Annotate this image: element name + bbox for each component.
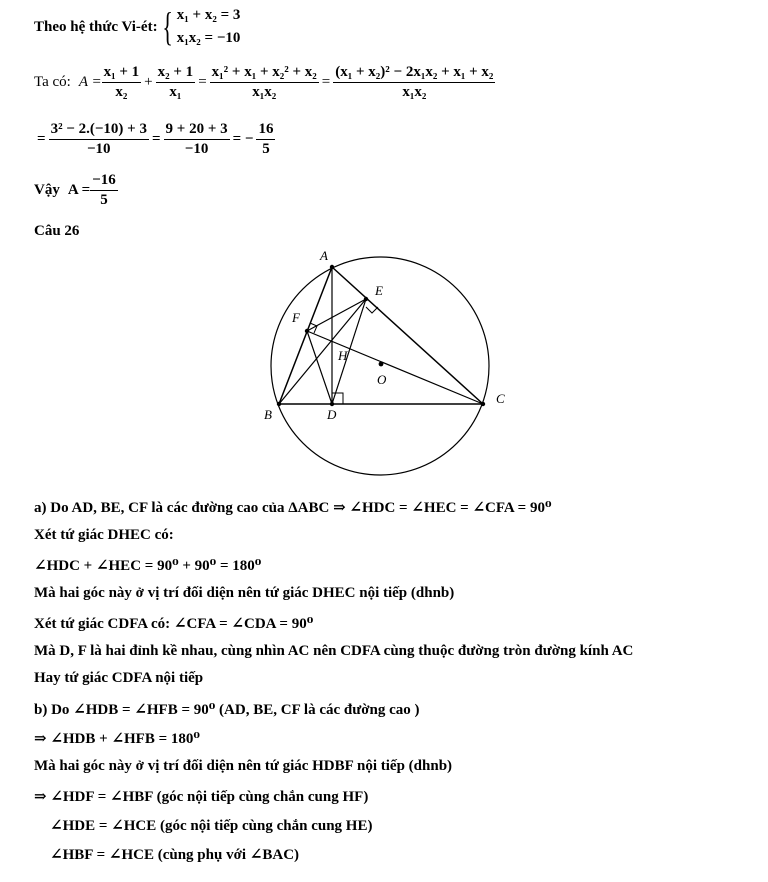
- point-e: [364, 297, 368, 301]
- line-cdfa-reason: Mà D, F là hai đỉnh kề nhau, cùng nhìn AC nên CDFA cùng thuộc đường tròn đường kính AC: [34, 643, 634, 659]
- calc-row: [34, 121, 275, 158]
- line-hdbf-noi-tiep: Mà hai góc này ở vị trí đối diện nên tứ giác HDBF nội tiếp (dhnb): [34, 758, 453, 774]
- line-cdfa-noi-tiep: Hay tứ giác CDFA nội tiếp: [34, 670, 204, 686]
- calc-frac-1: [49, 121, 149, 158]
- frac-den: x₂: [115, 84, 128, 100]
- viet-block: [34, 4, 240, 50]
- equals-sign: =: [321, 74, 331, 90]
- frac-num: x₁ + 1: [102, 64, 142, 83]
- point-c: [481, 402, 485, 406]
- frac-num: 9 + 20 + 3: [164, 121, 230, 140]
- ta-co-lhs: A =: [78, 74, 102, 90]
- system-brace: {: [161, 4, 173, 49]
- viet-eq2: x₁x₂ = −10: [176, 30, 241, 46]
- label-b: B: [264, 407, 272, 422]
- point-f: [305, 329, 309, 333]
- equals-sign: =: [37, 131, 46, 147]
- segment-df: [307, 331, 332, 404]
- ta-co-row: [34, 64, 495, 101]
- ta-co-frac-3: [210, 64, 319, 101]
- viet-label: Theo hệ thức Vi-ét:: [34, 18, 158, 35]
- frac-den: x₁x₂: [252, 84, 277, 100]
- ta-co-frac-4: [333, 64, 495, 101]
- vay-row: [34, 172, 118, 209]
- equals-minus: = −: [232, 131, 254, 147]
- label-e: E: [375, 283, 383, 298]
- ta-co-frac-1: [102, 64, 142, 101]
- frac-den: x₁: [169, 84, 182, 100]
- vay-frac: [90, 172, 118, 209]
- frac-num: 3² − 2.(−10) + 3: [49, 121, 149, 140]
- point-a: [330, 265, 334, 269]
- geometry-figure: [255, 240, 520, 485]
- frac-den: x₁x₂: [402, 84, 427, 100]
- viet-eq1: x₁ + x₂ = 3: [176, 7, 241, 23]
- line-hbf-hce: ∠HBF = ∠HCE (cùng phụ với ∠BAC): [50, 847, 300, 863]
- point-o: [379, 362, 384, 367]
- plus-sign: +: [144, 74, 153, 90]
- label-h: H: [338, 348, 348, 363]
- frac-num: 16: [256, 121, 275, 140]
- frac-num: x₁² + x₁ + x₂² + x₂: [210, 64, 319, 83]
- line-xet-cdfa: Xét tứ giác CDFA có: ∠CFA = ∠CDA = 90⁰: [34, 616, 314, 632]
- ta-co-frac-2: [156, 64, 196, 101]
- label-c: C: [496, 391, 505, 406]
- frac-den: −10: [86, 141, 111, 157]
- point-b: [277, 402, 281, 406]
- question-title: Câu 26: [34, 223, 80, 239]
- line-part-a: a) Do AD, BE, CF là các đường cao của ΔABC ⇒ ∠HDC = ∠HEC = ∠CFA = 90⁰: [34, 500, 552, 516]
- frac-den: 5: [100, 192, 108, 208]
- frac-den: 5: [262, 141, 270, 157]
- vay-label: Vậy: [34, 182, 60, 198]
- line-angle-sum-2: ⇒ ∠HDB + ∠HFB = 180⁰: [34, 731, 200, 747]
- point-d: [330, 402, 334, 406]
- label-o: O: [377, 372, 387, 387]
- frac-num: x₂ + 1: [156, 64, 196, 83]
- vay-lhs: A =: [67, 182, 91, 198]
- line-dhec-noi-tiep: Mà hai góc này ở vị trí đối diện nên tứ giác DHEC nội tiếp (dhnb): [34, 585, 455, 601]
- frac-num: −16: [90, 172, 118, 191]
- calc-frac-2: [164, 121, 230, 158]
- line-part-b: b) Do ∠HDB = ∠HFB = 90⁰ (AD, BE, CF là các đường cao ): [34, 702, 420, 718]
- equals-sign: =: [151, 131, 161, 147]
- label-a: A: [320, 248, 328, 263]
- frac-den: −10: [184, 141, 209, 157]
- side-ab: [279, 267, 332, 404]
- line-xet-dhec: Xét tứ giác DHEC có:: [34, 527, 174, 543]
- calc-frac-3: [256, 121, 275, 158]
- frac-num: (x₁ + x₂)² − 2x₁x₂ + x₁ + x₂: [333, 64, 495, 83]
- line-hdf-hbf: ⇒ ∠HDF = ∠HBF (góc nội tiếp cùng chắn cung HF): [34, 789, 369, 805]
- viet-system: [177, 4, 241, 50]
- line-hde-hce: ∠HDE = ∠HCE (góc nội tiếp cùng chắn cung HE): [50, 818, 373, 834]
- ta-co-label: Ta có:: [34, 74, 71, 90]
- label-d: D: [327, 407, 337, 422]
- equals-sign: =: [198, 74, 207, 90]
- line-angle-sum-1: ∠HDC + ∠HEC = 90⁰ + 90⁰ = 180⁰: [34, 558, 262, 574]
- label-f: F: [292, 310, 300, 325]
